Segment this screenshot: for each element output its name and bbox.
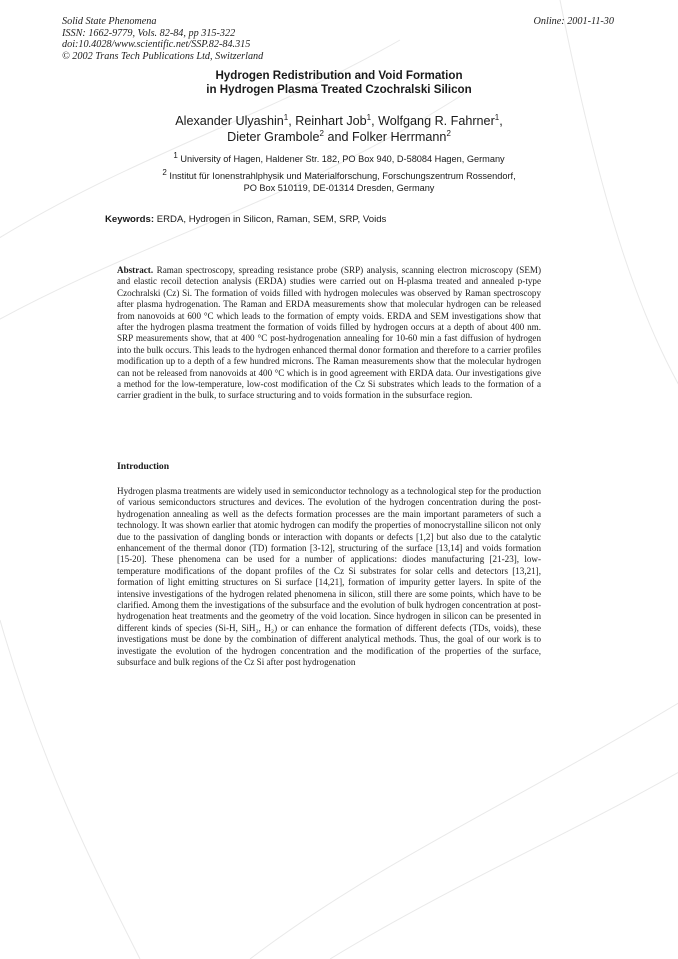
- author-name: Wolfgang R. Fahrner: [378, 114, 495, 128]
- affiliation-1: $^1$ University of Hagen, Haldener Str. 182, PO Box 940, D-58084 Hagen, Germany: [173, 150, 505, 164]
- affiliation-2: $^2$ Institut für Ionenstrahlphysik und Materialforschung, Forschungszentrum Rossendorf, PO Box 510119, DE-01314 Dresden, Germany: [162, 167, 516, 193]
- author-list: [0, 113, 678, 145]
- author-line-1: Alexander Ulyashin$^1$, Reinhart Job$^1$, Wolfgang R. Fahrner$^1$,: [175, 112, 503, 128]
- title-line-2: in Hydrogen Plasma Treated Czochralski Silicon: [206, 83, 472, 96]
- author-name: Dieter Grambole: [227, 130, 320, 144]
- title-line-1: Hydrogen Redistribution and Void Formation: [215, 69, 463, 82]
- author-name: Folker Herrmann: [351, 130, 447, 144]
- abstract-paragraph: [117, 265, 541, 402]
- issn-line: ISSN: 1662-9779, Vols. 82-84, pp 315-322: [62, 27, 236, 39]
- doi-line: doi:10.4028/www.scientific.net/SSP.82-84.315: [62, 39, 251, 51]
- keywords-text: ERDA, Hydrogen in Silicon, Raman, SEM, SRP, Voids: [156, 214, 387, 225]
- keywords: [105, 214, 386, 225]
- author-conjunction: and: [327, 130, 349, 144]
- author-line-2: Dieter Grambole$^2$ and Folker Herrmann$^2$: [227, 128, 451, 144]
- abstract-label: Abstract.: [117, 265, 154, 275]
- online-date: Online: 2001-11-30: [533, 16, 614, 27]
- journal-name: Solid State Phenomena: [62, 16, 157, 27]
- introduction-heading: Introduction: [117, 461, 170, 472]
- copyright-line: © 2002 Trans Tech Publications Ltd, Switzerland: [62, 50, 264, 62]
- author-name: Alexander Ulyashin: [175, 114, 284, 128]
- journal-header: [62, 16, 263, 62]
- author-name: Reinhart Job: [295, 114, 367, 128]
- keywords-label: Keywords:: [105, 214, 155, 225]
- paper-title: [0, 69, 678, 97]
- introduction-paragraph: Hydrogen plasma treatments are widely used in semiconductor technology as a technological step for the production of various semiconductors structures and devices. The evolution of the hydrogen concentration during the post-hydrogenation annealing as well as the defects formation processes are the main important parameters of such a technology. It was shown earlier that atomic hydrogen can modify the properties of monocrystalline silicon not only due to the passivation of dangling bonds or interaction with dopants or defects [1,2] but also due to the catalytic enhancement of the thermal donor (TD) formation [3-12], structuring of the surface [13,14] and voids formation [15-20]. These phenomena can be used for a number of applications: diodes manufacturing [21-23], low-temperature modifications of the dopant profiles of the Cz Si substrates for solar cells and detectors [13,21], formation of light emitting structures on Si surface [14,21], formation of impurity getter layers. In spite of the intensive investigations of the hydrogen related phenomena in silicon, still there are some points, which have to be clarified. Among them the investigations of the subsurface and the evolution of bulk hydrogen concentration at post-hydrogenation heat treatments and the geometry of the void location. Since hydrogen in silicon can be presented in different kinds of species (Si-H, SiH₂, H₂) or can enhance the formation of different defects (TDs, voids), these investigations must be done by the combination of different analytical methods. Thus, the goal of our work is to investigate the evolution of the hydrogen concentration and the modification of the properties of the surface, subsurface and bulk regions of the Cz Si after post hydrogenation: [117, 486, 542, 668]
- abstract-text: Raman spectroscopy, spreading resistance probe (SRP) analysis, scanning electron microscopy (SEM) and elastic recoil detection analysis (ERDA) studies were carried out on H-plasma treated and annealed p-type Czochralski (Cz) Si. The formation of voids filled with hydrogen molecules was observed by Raman spectroscopy after plasma hydrogenation. The Raman and ERDA measurements show that molecular hydrogen can be released from nanovoids at 600 °C which leads to the formation of empty voids. ERDA and SEM investigations show that after the hydrogen plasma treatment the formation of voids filled by hydrogen occurs at a depth of about 400 nm. SRP measurements show, that at 400 °C post-hydrogenation annealing for 10-60 min a fast diffusion of hydrogen into the bulk occurs. This leads to the hydrogen enhanced thermal donor formation and therefore to a carrier profiles modification up to a depth of a few hundred microns. The Raman measurements show that the molecular hydrogen can not be released from nanovoids at 400 °C which is in good agreement with ERDA data. Our investigations give a method for the low-temperature, low-cost modification of the Cz Si substrates which leads to the formation of a carrier gradient in the bulk, to surface structuring and to voids formation in the subsurface region.: [117, 265, 541, 401]
